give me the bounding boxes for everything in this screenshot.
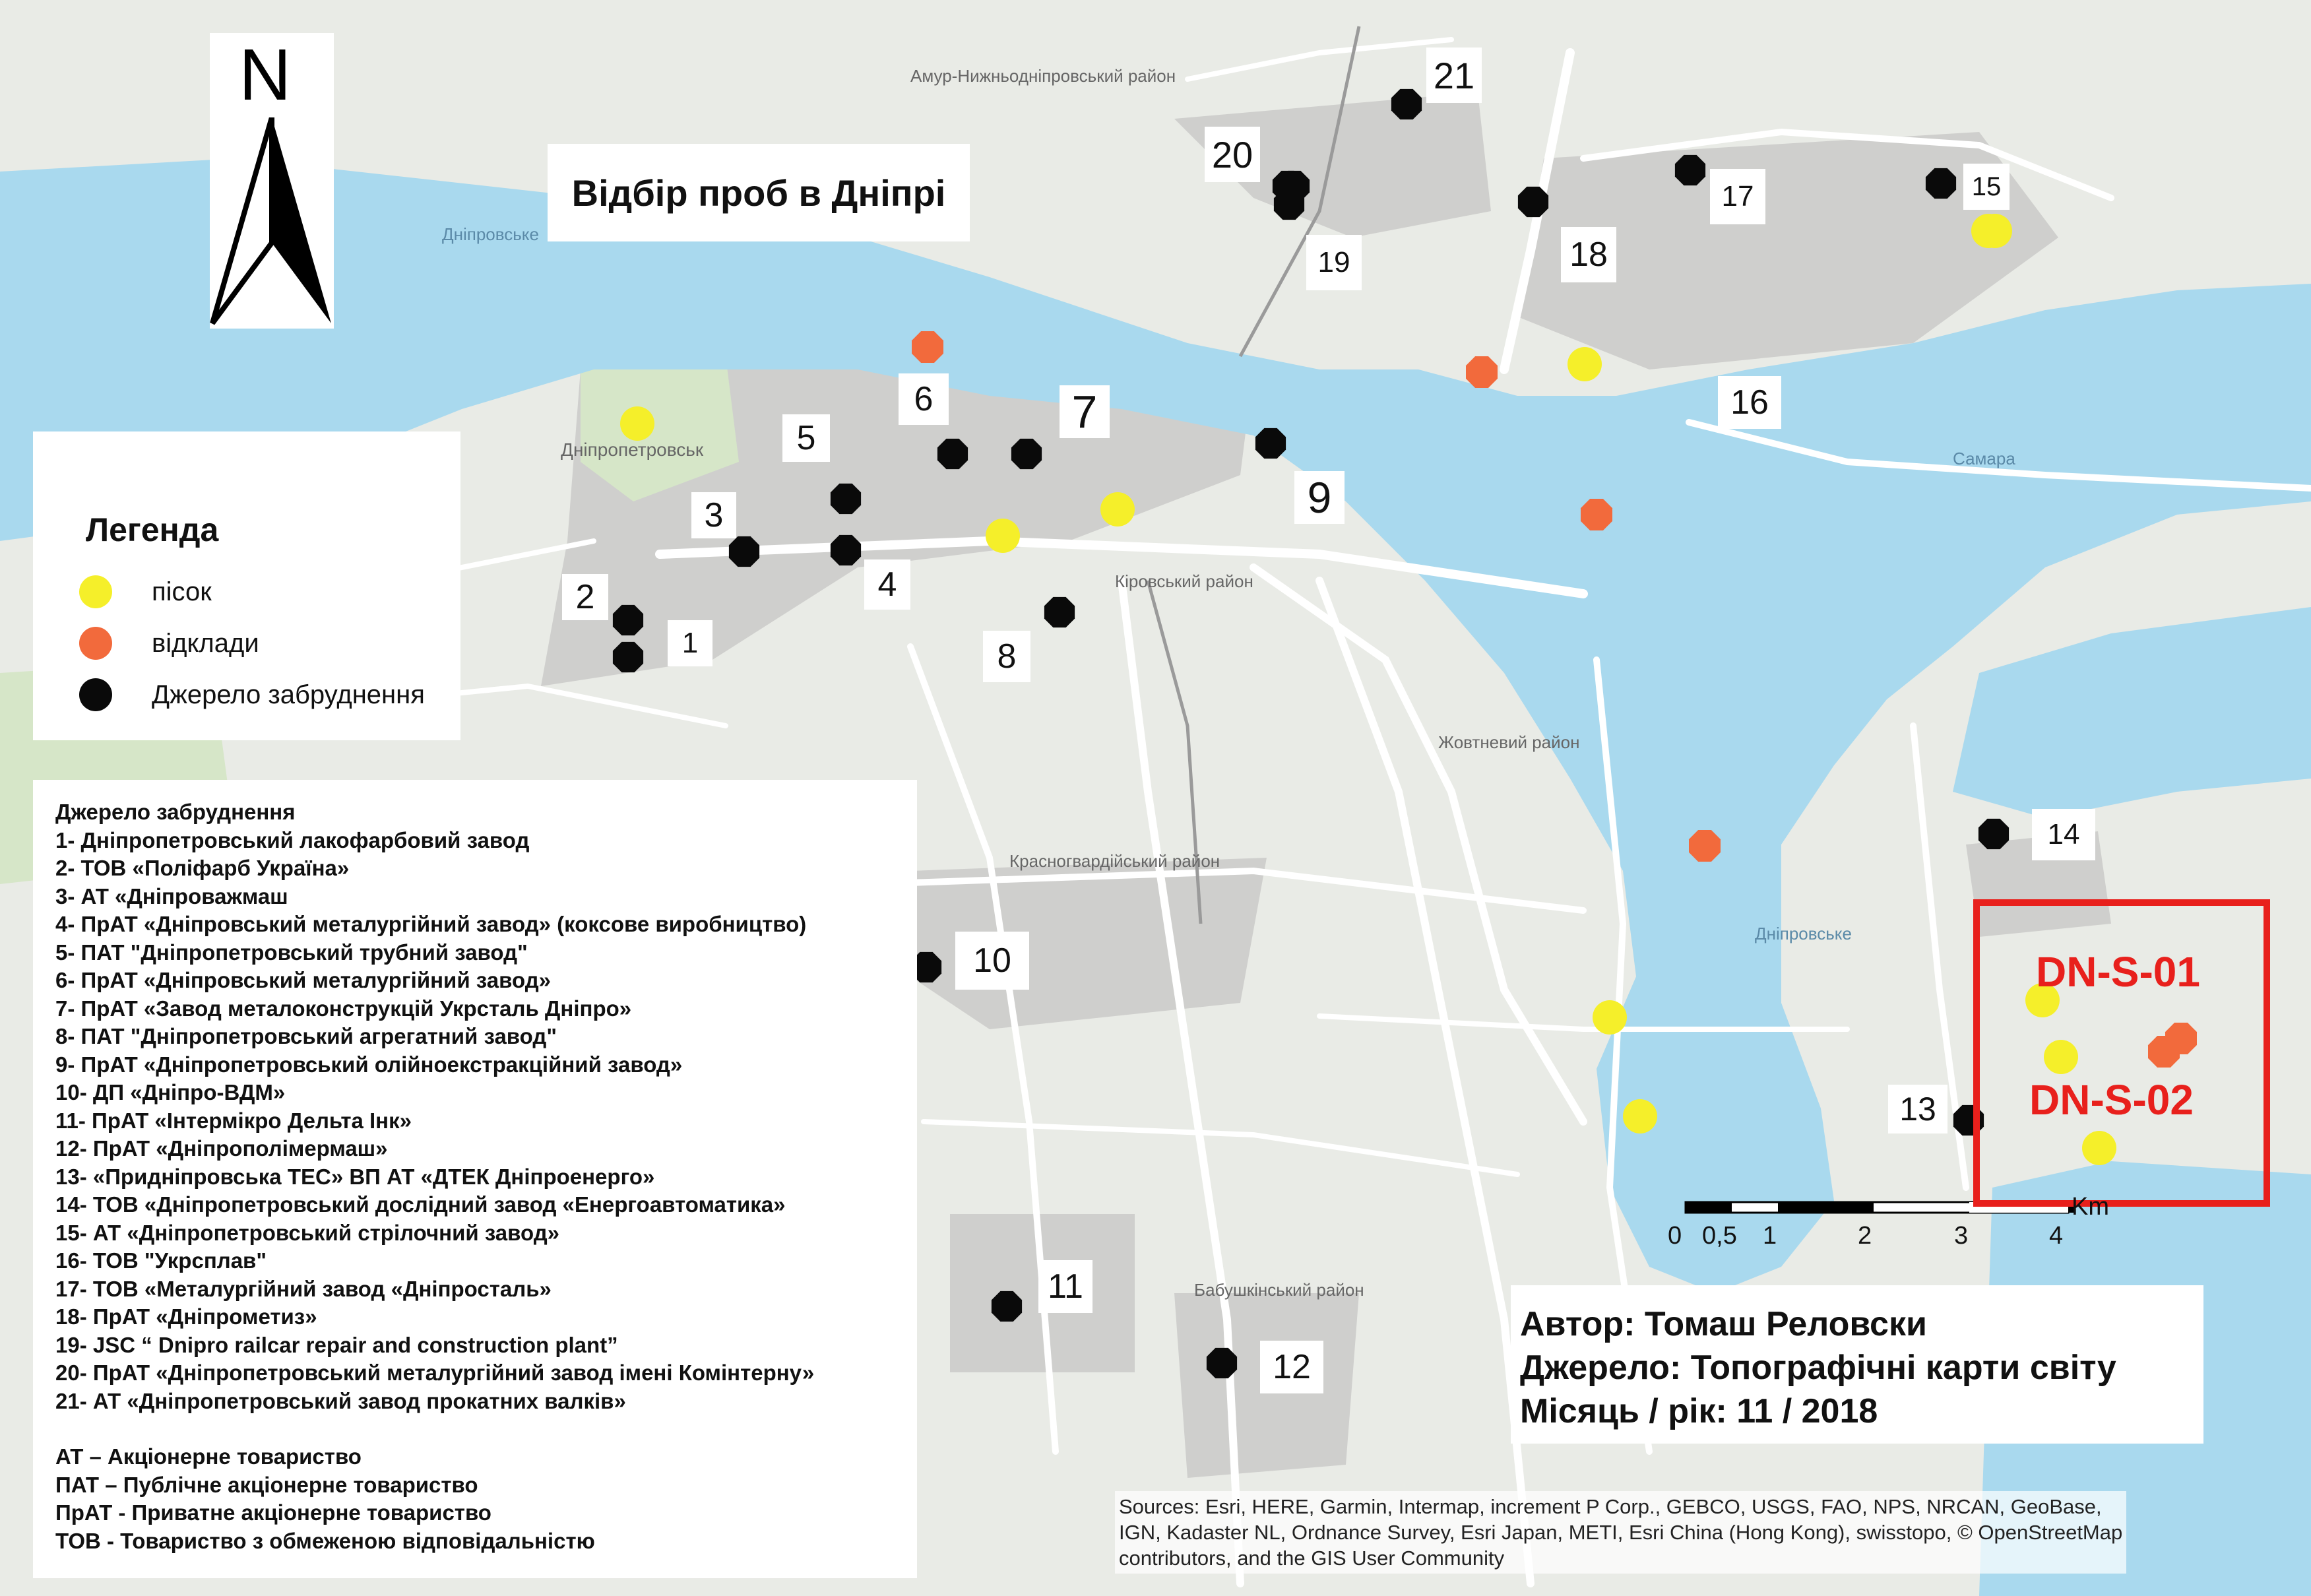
source-item-21: 21- АТ «Дніпропетровський завод прокатних валків» [55,1388,626,1413]
source-item-15: 15- АТ «Дніпропетровський стрілочний завод» [55,1220,560,1245]
sand-marker-icon [79,575,112,608]
attribution-line-1: Sources: Esri, HERE, Garmin, Intermap, increment P Corp., GEBCO, USGS, FAO, NPS, NRCAN, GeoBase, [1119,1495,2102,1518]
source-item-12: 12- ПрАТ «Дніпрополімермаш» [55,1136,388,1161]
abbreviation-4: ТОВ - Товариство з обмеженою відповідальністю [55,1528,595,1553]
source-item-4: 4- ПрАТ «Дніпровський металургійний завод» (коксове виробництво) [55,912,807,936]
source-item-17: 17- ТОВ «Металургійний завод «Дніпросталь» [55,1276,552,1301]
legend-panel [33,431,460,740]
site-label-14: 14 [2032,809,2095,860]
source-item-3: 3- АТ «Дніпроважмаш [55,883,288,909]
attribution-line-3: contributors, and the GIS User Community [1119,1547,1505,1570]
scale-label-4: 4 [2049,1222,2064,1250]
map-label-zhovtnevyi: Жовтневий район [1438,732,1580,752]
sediment-point-6 [2165,1023,2197,1054]
site-label-21: 21 [1426,48,1482,103]
pollution-source-20 [1391,89,1422,119]
sources-list-panel [33,780,917,1578]
sediment-point-3 [1581,499,1612,530]
abbreviation-1: АТ – Акціонерне товариство [55,1444,362,1469]
source-item-10: 10- ДП «Дніпро-ВДМ» [55,1080,286,1104]
site-label-11: 11 [1038,1260,1092,1313]
sand-point-10 [2044,1040,2078,1074]
source-item-19: 19- JSC “ Dnipro railcar repair and construction plant” [55,1332,618,1357]
pollution-source-1 [613,605,643,635]
pollution-source-7 [1011,439,1042,469]
pollution-marker-icon [79,678,112,711]
source-item-5: 5- ПАТ "Дніпропетровський трубний завод" [55,940,528,965]
label-dn-s-01: DN-S-01 [2036,948,2200,996]
sand-point-6 [1978,214,2012,248]
credit-date: Місяць / рік: 11 / 2018 [1520,1392,1878,1430]
map-label-dniprovske-2: Дніпровське [1755,924,1852,943]
site-label-19: 19 [1306,235,1362,290]
sources-heading: Джерело забруднення [55,800,296,824]
sand-point-11 [2082,1131,2116,1165]
source-item-14: 14- ТОВ «Дніпропетровський дослідний завод «Енергоавтоматика» [55,1192,786,1217]
legend-title: Легенда [86,511,219,548]
source-item-13: 13- «Придніпровська ТЕС» ВП АТ «ДТЕК Дніпроенерго» [55,1164,655,1189]
site-label-17: 17 [1710,169,1765,224]
pollution-source-2 [613,642,643,672]
pollution-source-17 [1518,187,1548,217]
legend-item-sediment: відклади [79,627,425,660]
sand-point-1 [620,406,654,441]
map-label-krasnohvardiiskyi: Красногвардійський район [1009,851,1220,871]
site-label-13: 13 [1888,1085,1947,1133]
source-item-7: 7- ПрАТ «Завод металоконструкцій Укрсталь Дніпро» [55,996,632,1021]
map-label-amur: Амур-Нижньодніпровський район [910,66,1176,86]
site-label-8: 8 [983,631,1030,682]
sand-point-2 [986,519,1020,553]
site-label-10: 10 [955,932,1029,990]
source-item-11: 11- ПрАТ «Інтермікро Дельта Інк» [55,1108,412,1133]
pollution-source-11 [992,1291,1022,1322]
map-label-samara: Самара [1953,449,2015,468]
legend-item-sand: пісок [79,575,425,608]
site-label-7: 7 [1060,385,1110,438]
source-item-18: 18- ПрАТ «Дніпрометиз» [55,1304,317,1329]
north-arrow-panel [210,33,334,329]
scale-unit: Km [2072,1193,2109,1221]
scale-label-2: 2 [1858,1222,1872,1250]
site-label-1: 1 [668,620,712,666]
pollution-source-16 [1675,155,1705,185]
pollution-source-21 [1273,171,1303,201]
site-label-6: 6 [899,373,949,425]
site-label-16: 16 [1718,376,1781,429]
scale-label-0: 0 [1668,1222,1682,1250]
label-dn-s-02: DN-S-02 [2029,1076,2194,1124]
source-item-9: 9- ПрАТ «Дніпропетровський олійноекстракційний завод» [55,1052,683,1077]
source-item-20: 20- ПрАТ «Дніпропетровський металургійний завод імені Комінтерну» [55,1360,815,1385]
map-label-kirovskyi: Кіровський район [1115,571,1253,591]
sediment-marker-icon [79,627,112,660]
north-letter: N [239,34,292,115]
site-label-4: 4 [864,559,910,610]
attribution [1115,1491,2126,1574]
site-label-18: 18 [1561,227,1616,282]
north-arrow-icon [210,117,334,329]
source-item-2: 2- ТОВ «Поліфарб Україна» [55,856,350,880]
site-label-15: 15 [1963,164,2010,210]
pollution-source-12 [1207,1348,1237,1378]
credits-panel [1511,1285,2203,1444]
site-label-3: 3 [691,492,736,538]
site-label-5: 5 [782,414,830,462]
abbreviation-3: ПрАТ - Приватне акціонерне товариство [55,1500,491,1525]
pollution-source-8 [1044,597,1075,627]
legend-item-pollution-source: Джерело забруднення [79,678,425,711]
site-label-9: 9 [1294,471,1345,524]
map-label-dniprovske: Дніпровське [442,224,539,244]
source-item-8: 8- ПАТ "Дніпропетровський агрегатний завод" [55,1024,557,1048]
sediment-point-2 [1466,356,1498,388]
map-title: Відбір проб в Дніпрі [548,144,970,241]
pollution-source-3 [729,536,759,567]
abbreviation-2: ПАТ – Публічне акціонерне товариство [55,1472,478,1497]
site-label-12: 12 [1260,1341,1323,1393]
site-label-20: 20 [1205,127,1260,182]
source-item-1: 1- Дніпропетровський лакофарбовий завод [55,827,530,852]
sand-point-4 [1567,347,1602,381]
sand-point-7 [1593,1000,1627,1035]
site-label-2: 2 [562,574,608,620]
scale-label-0-5: 0,5 [1702,1222,1737,1250]
pollution-source-4 [831,484,861,514]
sediment-point-4 [1689,830,1721,862]
scale-label-1: 1 [1763,1222,1777,1250]
pollution-source-6 [937,439,968,469]
sand-point-3 [1100,492,1135,527]
credit-source: Джерело: Топографічні карти світу [1520,1349,2116,1387]
pollution-source-9 [1255,428,1286,459]
source-item-16: 16- ТОВ "Укрсплав" [55,1248,267,1273]
map-label-babushkinskyi: Бабушкінський район [1194,1280,1364,1300]
pollution-source-15 [1926,168,1956,199]
pollution-source-5 [831,535,861,565]
attribution-line-2: IGN, Kadaster NL, Ordnance Survey, Esri Japan, METI, Esri China (Hong Kong), swisstopo, © OpenStreetMap [1119,1521,2123,1544]
source-item-6: 6- ПрАТ «Дніпровський металургійний завод» [55,968,551,992]
sediment-point-1 [912,331,943,363]
scale-label-3: 3 [1954,1222,1969,1250]
credit-author: Автор: Томаш Реловски [1520,1305,1927,1343]
pollution-source-14 [1979,819,2009,849]
map-label-dnipropetrovsk: Дніпропетровськ [561,439,704,460]
sand-point-8 [1623,1099,1657,1133]
